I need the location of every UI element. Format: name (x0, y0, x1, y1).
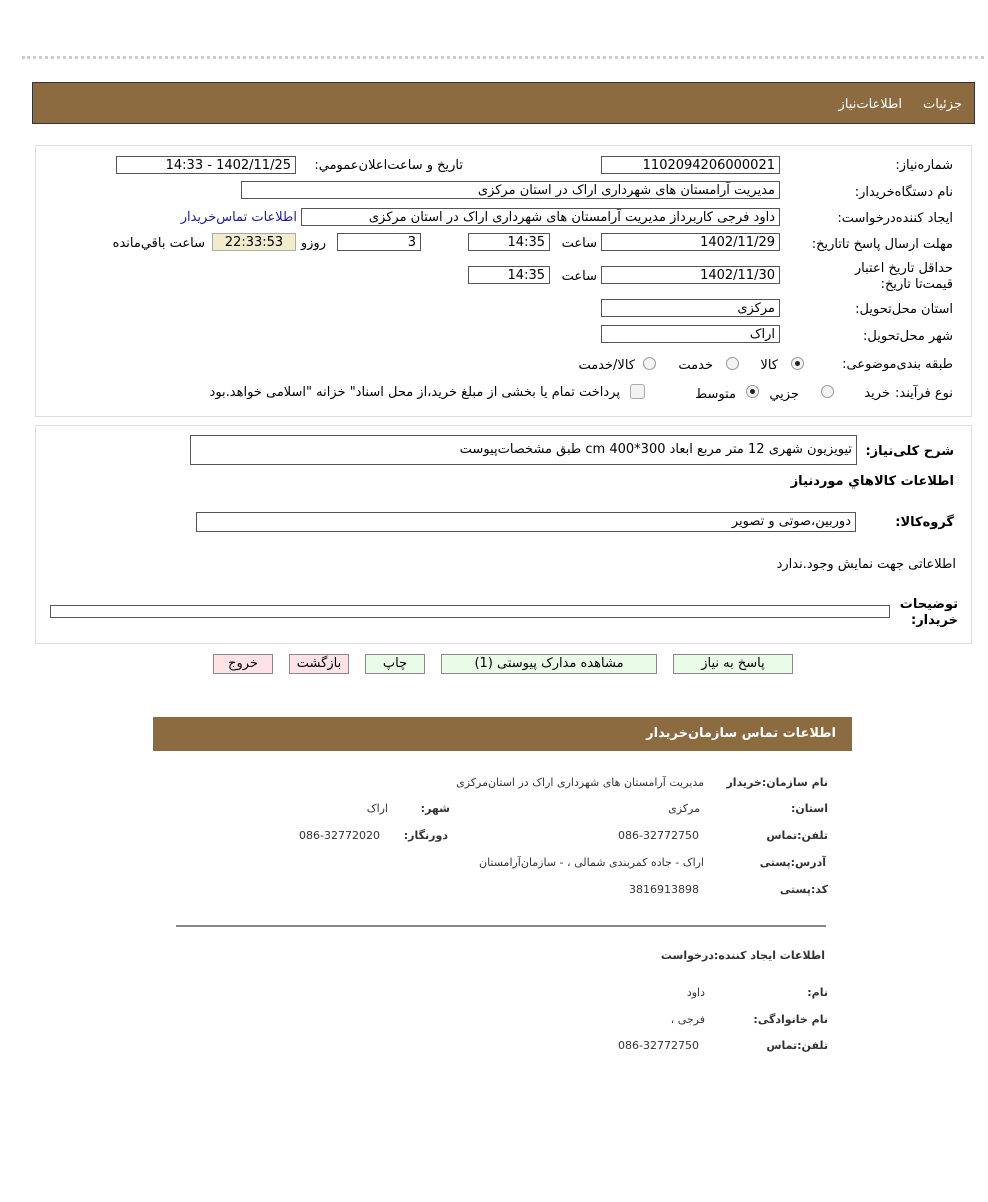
need-number-field: 1102094206000021 (601, 156, 780, 174)
process-minor-radio[interactable] (821, 385, 834, 398)
creator-field: داود فرجی کاربرداز مديريت آرامستان هاى شهردارى اراک در استان مرکزی (301, 208, 780, 226)
validity-date-field: 1402/11/30 (601, 266, 780, 284)
tab-need-info[interactable]: اطلاعات‌نياز (838, 97, 902, 112)
buyer-description-field (50, 605, 890, 618)
time-label: ساعت (561, 236, 597, 251)
validity-time-field: 14:35 (468, 266, 550, 284)
contact-province-value: مرکزی (668, 802, 700, 815)
deadline-time-field: 14:35 (468, 233, 550, 251)
creator-phone-label: تلفن:تماس (766, 1039, 828, 1052)
process-buy-label: خريد (864, 386, 890, 401)
summary-label: شرح کلی‌نياز: (865, 444, 954, 459)
postal-label: کد:پستی (779, 883, 828, 896)
process-medium-radio[interactable] (746, 385, 759, 398)
category-both-label: کالا/خدمت (578, 358, 635, 373)
address-label: آدرس:پستی (759, 856, 826, 869)
process-medium-label: متوسط (695, 387, 736, 402)
buyer-field: مديريت آرامستان هاى شهردارى اراک در استان مرکزی (241, 181, 780, 199)
category-service-label: خدمت (678, 358, 713, 373)
org-value: مديريت آرامستان هاى شهردارى اراک در استان‌مرکزی (456, 776, 704, 789)
announce-label: تاريخ و ساعت‌اعلان‌عمومي: (314, 158, 463, 173)
province-field: مرکزی (601, 299, 780, 317)
process-label: نوع فرآيند: (895, 386, 953, 401)
phone-value: 086-32772750 (618, 829, 699, 842)
creator-phone-value: 086-32772750 (618, 1039, 699, 1052)
fax-value: 086-32772020 (299, 829, 380, 842)
payment-note: پرداخت تمام يا بخشی از مبلغ خريد،از محل اسناد" خزانه "اسلامی خواهد.بود (209, 385, 620, 400)
validity-time-label: ساعت (561, 269, 597, 284)
name-label: نام: (807, 986, 828, 999)
creator-info-title: اطلاعات ايجاد کننده:درخواست (660, 949, 825, 962)
treasury-payment-checkbox[interactable] (630, 384, 645, 399)
no-data-message: اطلاعاتی جهت نمايش وجود.ندارد (776, 557, 956, 572)
org-label: نام سازمان:خريدار (726, 776, 828, 789)
validity-label: حداقل تاريخ اعتبار قيمت‌تا تاريخ: (854, 261, 953, 292)
need-number-label: شماره‌نياز: (895, 158, 953, 173)
view-documents-button[interactable]: مشاهده مدارک پيوستی (1) (441, 654, 657, 674)
goods-group-label: گروه‌کالا: (895, 515, 954, 530)
buyer-contact-link[interactable]: اطلاعات تماس‌خريدار (180, 210, 297, 225)
header-bar (32, 82, 975, 124)
category-service-radio[interactable] (726, 357, 739, 370)
fax-label: دورنگار: (403, 829, 448, 842)
buyer-description-label: توضيحات خريدار: (899, 597, 958, 628)
deadline-date-field: 1402/11/29 (601, 233, 780, 251)
reply-button[interactable]: پاسخ به نياز (673, 654, 793, 674)
city-field: اراک (601, 325, 780, 343)
phone-label: تلفن:تماس (766, 829, 828, 842)
contact-city-value: اراک (366, 802, 388, 815)
back-button[interactable]: بازگشت (289, 654, 349, 674)
category-goods-label: کالا (760, 358, 778, 373)
summary-field: تيويزيون شهری 12 متر مربع ابعاد 300*400 cm طبق مشخصات‌پيوست (190, 435, 857, 465)
exit-button[interactable]: خروج (213, 654, 273, 674)
contact-city-label: شهر: (420, 802, 450, 815)
goods-group-field: دوربين،صوتی و تصوير (196, 512, 856, 532)
contact-header (153, 717, 852, 751)
contact-divider (176, 925, 826, 927)
goods-info-title: اطلاعات کالاهاي موردنياز (790, 474, 954, 489)
category-goods-radio[interactable] (791, 357, 804, 370)
city-label: شهر محل‌تحويل: (863, 329, 953, 344)
category-both-radio[interactable] (643, 357, 656, 370)
province-label: استان محل‌تحويل: (855, 302, 953, 317)
buyer-label: نام دستگاه‌خريدار: (854, 185, 953, 200)
family-label: نام خانوادگی: (753, 1013, 828, 1026)
deadline-label: مهلت ارسال پاسخ تا‌تاريخ: (811, 237, 953, 252)
remaining-label: ساعت باقي‌مانده (112, 236, 205, 251)
address-value: اراک - جاده کمربندی شمالی ، - سازمان‌آرامستان (478, 856, 704, 869)
days-field: 3 (337, 233, 421, 251)
contact-province-label: استان: (791, 802, 828, 815)
announce-field: 1402/11/25 - 14:33 (116, 156, 296, 174)
print-button[interactable]: چاپ (365, 654, 425, 674)
days-label: روزو (300, 236, 326, 251)
creator-label: ايجاد کننده‌درخواست: (837, 211, 953, 226)
category-label: طبقه بندی‌موضوعی: (842, 357, 953, 372)
process-minor-label: جزيي (769, 387, 799, 402)
postal-value: 3816913898 (629, 883, 699, 896)
family-value: فرجی ، (670, 1013, 705, 1026)
tab-details[interactable]: جزئيات (923, 97, 962, 112)
name-value: داود (686, 986, 705, 999)
divider (22, 56, 984, 59)
remaining-time: 22:33:53 (212, 233, 296, 251)
contact-title: اطلاعات تماس سازمان‌خريدار (646, 726, 836, 741)
